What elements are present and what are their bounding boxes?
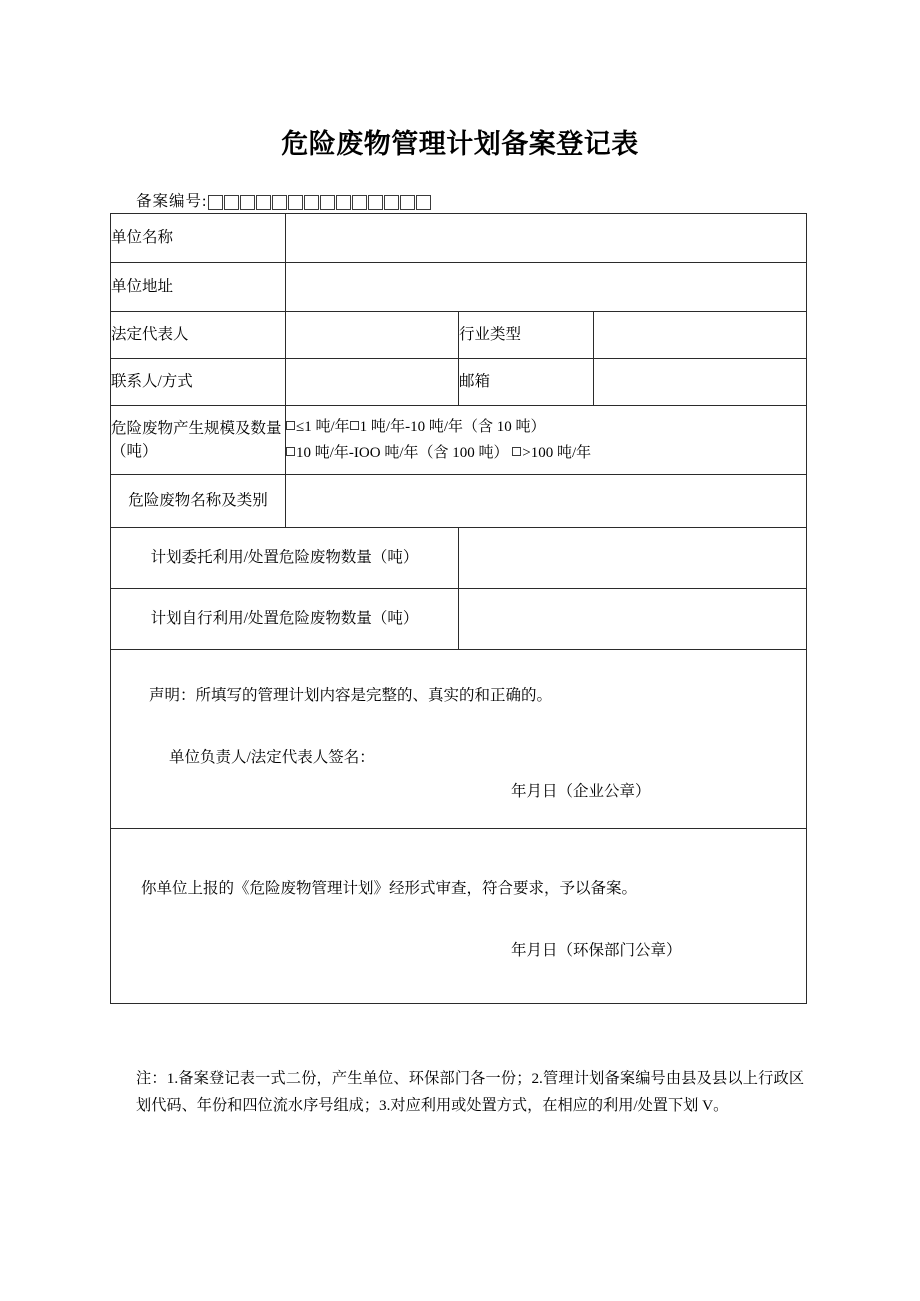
- scale-option-1[interactable]: [286, 419, 350, 435]
- label-self-quantity: 计划自行利用/处置危险废物数量（吨）: [111, 589, 459, 650]
- table-row-approval: [111, 829, 807, 1004]
- label-waste-name-category: 危险废物名称及类别: [111, 475, 286, 528]
- scale-options-line-2: [286, 440, 806, 466]
- record-number-box[interactable]: [208, 195, 223, 210]
- field-unit-address[interactable]: [286, 263, 807, 312]
- label-industry-type: 行业类型: [459, 312, 594, 359]
- table-row-contact: [111, 359, 807, 406]
- approval-block: [111, 829, 806, 1003]
- approval-statement: 你单位上报的《危险废物管理计划》经形式审查，符合要求，予以备案。: [141, 880, 638, 897]
- checkbox-icon[interactable]: [286, 447, 295, 456]
- record-number-box[interactable]: [240, 195, 255, 210]
- page-title: 危险废物管理计划备案登记表: [281, 129, 639, 159]
- scale-options-line-1: [286, 414, 806, 440]
- table-row-self-quantity: [111, 589, 807, 650]
- declaration-block: [111, 650, 806, 828]
- record-number-box[interactable]: [272, 195, 287, 210]
- field-contact[interactable]: [286, 359, 459, 406]
- scale-option-2[interactable]: [350, 419, 546, 435]
- record-number-box[interactable]: [224, 195, 239, 210]
- scale-option-1-label: ≤1 吨/年: [296, 418, 350, 435]
- record-number-row: [136, 192, 432, 212]
- approval-cell: [111, 829, 807, 1004]
- label-unit-name: 单位名称: [111, 214, 286, 263]
- scale-option-4-label: >100 吨/年: [522, 445, 592, 461]
- table-row-generation-scale: [111, 406, 807, 475]
- table-row-unit-name: [111, 214, 807, 263]
- record-number-box[interactable]: [304, 195, 319, 210]
- scale-option-2-label: 1 吨/年-10 吨/年（含 10 吨）: [359, 418, 546, 435]
- table-row-waste-name-category: [111, 475, 807, 528]
- table-row-legal-representative: [111, 312, 807, 359]
- record-number-box[interactable]: [384, 195, 399, 210]
- table-row-entrusted-quantity: [111, 528, 807, 589]
- scale-option-4[interactable]: [509, 445, 592, 461]
- label-email: 邮箱: [459, 359, 594, 406]
- field-waste-name-category[interactable]: [286, 475, 807, 528]
- field-unit-name[interactable]: [286, 214, 807, 263]
- record-number-box[interactable]: [336, 195, 351, 210]
- field-self-quantity[interactable]: [459, 589, 807, 650]
- label-generation-scale: 危险废物产生规模及数量（吨）: [111, 406, 286, 475]
- scale-option-3[interactable]: [286, 445, 509, 461]
- label-entrusted-quantity: 计划委托利用/处置危险废物数量（吨）: [111, 528, 459, 589]
- declaration-date-seal: 年月日（企业公章）: [511, 783, 651, 800]
- record-number-box[interactable]: [288, 195, 303, 210]
- label-contact: 联系人/方式: [111, 359, 286, 406]
- table-row-unit-address: [111, 263, 807, 312]
- footnote-text: 注：1.备案登记表一式二份，产生单位、环保部门各一份；2.管理计划备案编号由县及县以上行政区划代码、年份和四位流水序号组成；3.对应利用或处置方式，在相应的利用/处置下划 V。: [136, 1070, 804, 1114]
- label-legal-representative: 法定代表人: [111, 312, 286, 359]
- record-number-box[interactable]: [256, 195, 271, 210]
- generation-scale-options: [286, 406, 807, 475]
- declaration-signature-label[interactable]: 单位负责人/法定代表人签名：: [169, 749, 375, 766]
- record-number-box[interactable]: [368, 195, 383, 210]
- checkbox-icon[interactable]: [286, 421, 295, 430]
- field-industry-type[interactable]: [594, 312, 807, 359]
- record-number-box[interactable]: [400, 195, 415, 210]
- field-email[interactable]: [594, 359, 807, 406]
- record-number-label: 备案编号:: [136, 193, 208, 210]
- checkbox-icon[interactable]: [350, 421, 359, 430]
- approval-date-seal: 年月日（环保部门公章）: [511, 942, 682, 959]
- record-number-boxes[interactable]: [208, 195, 432, 210]
- declaration-cell: [111, 650, 807, 829]
- field-entrusted-quantity[interactable]: [459, 528, 807, 589]
- table-row-declaration: [111, 650, 807, 829]
- scale-option-3-label: 10 吨/年-IOO 吨/年（含 100 吨）: [296, 445, 509, 461]
- registration-form-table: [110, 213, 807, 1004]
- record-number-box[interactable]: [320, 195, 335, 210]
- record-number-box[interactable]: [416, 195, 431, 210]
- label-unit-address: 单位地址: [111, 263, 286, 312]
- declaration-statement: 声明：所填写的管理计划内容是完整的、真实的和正确的。: [149, 687, 553, 704]
- checkbox-icon[interactable]: [512, 447, 521, 456]
- record-number-box[interactable]: [352, 195, 367, 210]
- field-legal-representative[interactable]: [286, 312, 459, 359]
